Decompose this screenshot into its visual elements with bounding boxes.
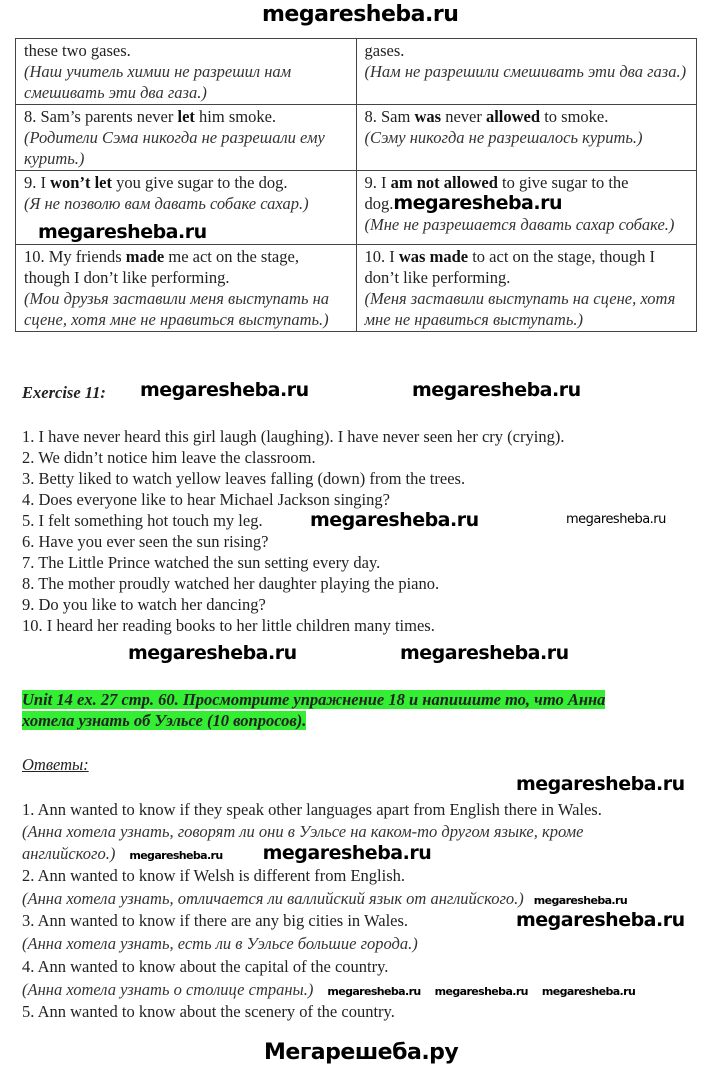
list-item: 5. I felt something hot touch my leg. <box>22 511 263 530</box>
answer-translation: (Анна хотела узнать, есть ли в Уэльсе большие города.) <box>22 934 418 953</box>
watermark: megaresheba.ru <box>393 192 562 214</box>
list-item: 10. I heard her reading books to her little children many times. <box>22 616 435 635</box>
answer-item: 1. Ann wanted to know if they speak other languages apart from English there in Wales. <box>22 800 602 819</box>
cell-text: 10. I <box>364 247 399 266</box>
watermark: megaresheba.ru <box>327 985 421 998</box>
cell-text: 9. I <box>24 173 51 192</box>
answer-item: 3. Ann wanted to know if there are any big cities in Wales. <box>22 911 409 930</box>
list-item: 9. Do you like to watch her dancing? <box>22 595 266 614</box>
table-cell <box>16 171 357 245</box>
cell-translation: (Нам не разрешили смешивать эти два газа.) <box>364 62 687 81</box>
watermark: megaresheba.ru <box>38 221 207 243</box>
table-cell <box>356 245 697 332</box>
list-item: 1. I have never heard this girl laugh (laughing). I have never seen her cry (crying). <box>22 427 565 446</box>
translation-table <box>15 38 697 332</box>
watermark: megaresheba.ru <box>434 985 528 998</box>
watermark: megaresheba.ru <box>140 379 309 401</box>
exercise-heading: Exercise 11: <box>22 383 106 402</box>
watermark: megaresheba.ru <box>412 379 581 401</box>
site-title: megaresheba.ru <box>262 2 459 27</box>
cell-translation: (Я не позволю вам давать собаке сахар.) <box>24 194 309 213</box>
list-item: 3. Betty liked to watch yellow leaves falling (down) from the trees. <box>22 469 466 488</box>
watermark: megaresheba.ru <box>400 642 569 664</box>
table-cell <box>356 171 697 245</box>
cell-bold: am not allowed <box>390 173 498 192</box>
answer-item: 5. Ann wanted to know about the scenery of the country. <box>22 1002 395 1021</box>
table-row <box>16 105 697 171</box>
cell-text: me act on the stage, though I don’t like performing. <box>24 247 299 287</box>
cell-bold: was made <box>398 247 469 266</box>
list-item: 4. Does everyone like to hear Michael Jackson singing? <box>22 490 390 509</box>
watermark: megaresheba.ru <box>566 512 666 527</box>
cell-translation: (Мои друзья заставили меня выступать на сцене, хотя мне не нравиться выступать.) <box>24 289 330 329</box>
list-item: 6. Have you ever seen the sun rising? <box>22 532 269 551</box>
table-cell <box>16 245 357 332</box>
cell-text: 8. Sam <box>364 107 415 126</box>
cell-translation: (Родители Сэма никогда не разрешали ему курить.) <box>24 128 325 168</box>
cell-text: to give sugar to the dog. <box>364 173 629 213</box>
watermark: megaresheba.ru <box>541 985 636 998</box>
cell-text: 9. I <box>364 173 391 192</box>
watermark: megaresheba.ru <box>516 773 685 795</box>
watermark: megaresheba.ru <box>533 894 628 907</box>
answer-translation: (Анна хотела узнать о столице страны.) <box>22 980 314 999</box>
answer-translation: английского.) <box>22 844 116 863</box>
task-heading-line: хотела узнать об Уэльсе (10 вопросов). <box>22 711 307 730</box>
answer-translation: (Анна хотела узнать, говорят ли они в Уэльсе на каком-то другом языке, кроме <box>22 822 584 841</box>
answer-translation-line <box>22 888 627 911</box>
list-item: 7. The Little Prince watched the sun setting every day. <box>22 553 381 572</box>
table-row <box>16 171 697 245</box>
cell-translation: (Меня заставили выступать на сцене, хотя мне не нравиться выступать.) <box>364 289 676 329</box>
answer-translation-line <box>22 843 431 866</box>
cell-text: 8. Sam’s parents never <box>24 107 178 126</box>
cell-text: him smoke. <box>194 107 277 126</box>
table-cell <box>356 39 697 105</box>
answer-item: 2. Ann wanted to know if Welsh is different from English. <box>22 866 406 885</box>
cell-translation: (Сэму никогда не разрешалось курить.) <box>364 128 643 147</box>
task-heading <box>22 689 605 731</box>
table-cell <box>16 105 357 171</box>
watermark: megaresheba.ru <box>128 642 297 664</box>
table-row <box>16 245 697 332</box>
watermark: megaresheba.ru <box>262 842 432 864</box>
watermark: megaresheba.ru <box>516 909 685 931</box>
watermark: megaresheba.ru <box>129 849 223 862</box>
cell-bold: allowed <box>485 107 541 126</box>
answer-translation: (Анна хотела узнать, отличается ли валлийский язык от английского.) <box>22 889 524 908</box>
cell-text: 10. My friends <box>24 247 126 266</box>
cell-text: these two gases. <box>24 41 131 60</box>
list-item: 8. The mother proudly watched her daughter playing the piano. <box>22 574 440 593</box>
cell-translation: (Мне не разрешается давать сахар собаке.) <box>364 215 675 234</box>
answers-label: Ответы: <box>22 755 89 774</box>
cell-bold: made <box>125 247 165 266</box>
cell-bold: won’t let <box>50 173 112 192</box>
cell-translation: (Наш учитель химии не разрешил нам смешивать эти два газа.) <box>24 62 292 102</box>
cell-bold: let <box>177 107 195 126</box>
task-heading-line: Unit 14 ex. 27 стр. 60. Просмотрите упражнение 18 и напишите то, что Анна <box>22 690 606 709</box>
site-footer-title: Мегарешеба.ру <box>264 1040 459 1065</box>
table-cell <box>356 105 697 171</box>
cell-bold: was <box>414 107 442 126</box>
table-cell <box>16 39 357 105</box>
watermark: megaresheba.ru <box>310 509 479 531</box>
table-row <box>16 39 697 105</box>
list-item: 2. We didn’t notice him leave the classroom. <box>22 448 316 467</box>
answer-item: 4. Ann wanted to know about the capital of the country. <box>22 957 389 976</box>
answer-translation-line <box>22 979 635 1002</box>
cell-text: never <box>441 107 486 126</box>
cell-text: to smoke. <box>540 107 609 126</box>
cell-text: gases. <box>364 41 405 60</box>
cell-text: to act on the stage, though I don’t like performing. <box>364 247 656 287</box>
cell-text: you give sugar to the dog. <box>111 173 288 192</box>
